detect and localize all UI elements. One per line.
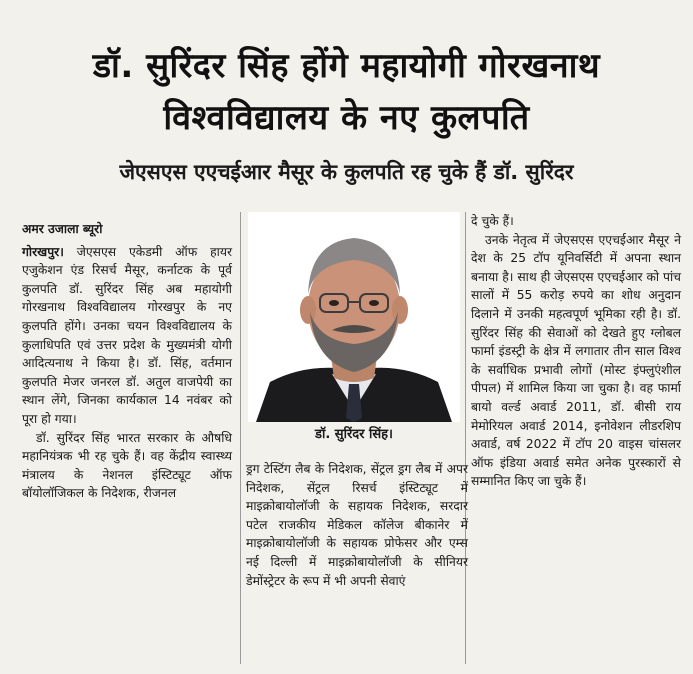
article-column-1: [22, 220, 232, 503]
subheadline: जेएसएस एएचईआर मैसूर के कुलपति रह चुके हैं डॉ. सुरिंदर: [119, 160, 574, 184]
headline: [0, 40, 693, 144]
column-divider-1: [240, 212, 241, 664]
column-2-paragraph-1: ड्रग टेस्टिंग लैब के निदेशक, सेंट्रल ड्रग लैब में अपर निदेशक, सेंट्रल रिसर्च इंस्टिट्यूट में माइक्रोबायोलॉजी के सहायक निदेशक, सरदार पटेल राजकीय मेडिकल कॉलेज बीकानेर में माइक्रोबायोलॉजी के सहायक प्रोफेसर और एम्स नई दिल्ली में माइक्रोबायोलॉजी के सीनियर डेमोंस्ट्रेटर के रूप में भी अपनी सेवाएं: [246, 462, 468, 588]
column-3-paragraph-0: दे चुके हैं।: [471, 214, 514, 228]
headline-line-2: विश्वविद्यालय के नए कुलपति: [163, 98, 530, 138]
portrait-illustration: [248, 212, 460, 422]
column-1-paragraph-1-text: जेएसएस एकेडमी ऑफ हायर एजुकेशन एंड रिसर्च मैसूर, कर्नाटक के पूर्व कुलपति डॉ. सुरिंदर सिंह अब महायोगी गोरखनाथ विश्वविद्यालय गोरखपुर के नए कुलपति होंगे। उनका चयन विश्वविद्यालय के कुलाधिपति एवं उत्तर प्रदेश के मुख्यमंत्री योगी आदित्यनाथ ने किया है। डॉ. सिंह, वर्तमान कुलपति मेजर जनरल डॉ. अतुल वाजपेयी का स्थान लेंगे, जिनका कार्यकाल 14 नवंबर को पूरा हो गया।: [22, 244, 232, 426]
article-column-3: [471, 212, 681, 491]
dateline: गोरखपुर।: [22, 244, 64, 259]
headline-line-1: डॉ. सुरिंदर सिंह होंगे महायोगी गोरखनाथ: [92, 46, 601, 86]
byline: अमर उजाला ब्यूरो: [22, 222, 103, 236]
article-column-2: [246, 460, 468, 590]
column-divider-2: [465, 212, 466, 664]
column-3-paragraph-1: उनके नेतृत्व में जेएसएस एएचईआर मैसूर ने देश के 25 टॉप यूनिवर्सिटी में अपना स्थान बनाया है। साथ ही जेएसएस एएचईआर को पांच सालों में 55 करोड़ रुपये का शोध अनुदान दिलाने में उनकी महत्वपूर्ण भूमिका रही है। डॉ. सुरिंदर सिंह की सेवाओं को देखते हुए ग्लोबल फार्मा इंडस्ट्री के क्षेत्र में लगातार तीन साल विश्व के सर्वाधिक प्रभावी लोगों (मोस्ट इंफ्लुएंशील पीपल) में शामिल किया जा चुका है। वह फार्मा बायो वर्ल्ड अवार्ड 2011, डॉ. बीसी राय मेमोरियल अवार्ड 2014, इनोवेशन लीडरशिप अवार्ड, वर्ष 2022 में टॉप 20 वाइस चांसलर ऑफ इंडिया अवार्ड समेत अनेक पुरस्कारों से सम्मानित किए जा चुके हैं।: [471, 232, 681, 489]
column-1-paragraph-2: डॉ. सुरिंदर सिंह भारत सरकार के औषधि महानियंत्रक भी रह चुके हैं। वह केंद्रीय स्वास्थ्य मंत्रालय के नेशनल इंस्टिट्यूट ऑफ बॉयोलॉजिकल के निदेशक, रीजनल: [22, 430, 232, 501]
portrait-photo: [248, 212, 460, 422]
photo-caption: डॉ. सुरिंदर सिंह।: [315, 427, 393, 442]
column-1-paragraph-1: [22, 243, 232, 429]
